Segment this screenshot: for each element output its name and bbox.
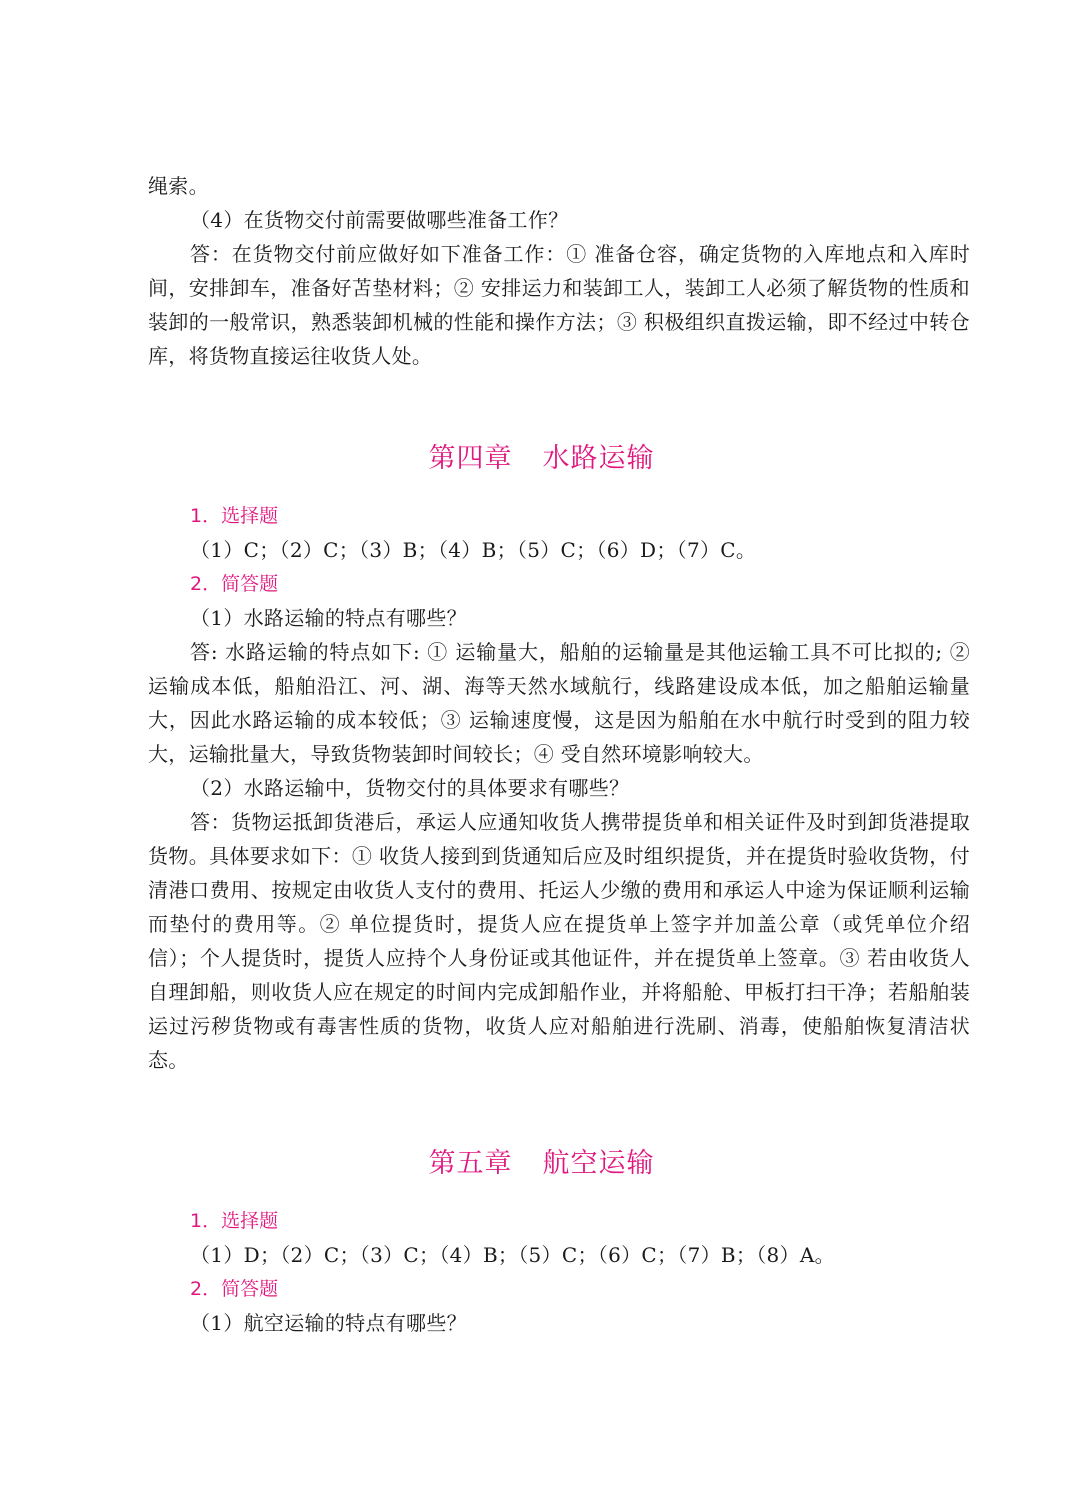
chapter-4-title (0, 436, 1083, 475)
chapter-4-name: 水路运输 (542, 443, 655, 474)
answer-4: 答：在货物交付前应做好如下准备工作：① 准备仓容，确定货物的入库地点和入库时间，安排卸车，准备好苫垫材料；② 安排运力和装卸工人，装卸工人必须了解货物的性质和装卸的一般常识，熟悉装卸机械的性能和操作方法；③ 积极组织直拨运输，即不经过中转仓库，将货物直接运往收货人处。 (148, 242, 970, 368)
chapter-4-choice-answers: （1）C；（2）C；（3）B；（4）B；（5）C；（6）D；（7）C。 (190, 538, 757, 562)
question-4: （4）在货物交付前需要做哪些准备工作？ (190, 208, 569, 232)
chapter-5-choice-answers: （1）D；（2）C；（3）C；（4）B；（5）C；（6）C；（7）B；（8）A。 (190, 1243, 835, 1267)
continuation-text: 绳索。 (148, 174, 209, 198)
chapter-4-question-2: （2）水路运输中，货物交付的具体要求有哪些？ (190, 776, 630, 800)
chapter-5-section-2-title: 2．简答题 (190, 1278, 279, 1300)
chapter-4-answer-1: 答: 水路运输的特点如下: ① 运输量大，船舶的运输量是其他运输工具不可比拟的; ② 运输成本低，船舶沿江、河、湖、海等天然水域航行，线路建设成本低，加之船舶运输量大，因此水路运输的成本较低；③ 运输速度慢，这是因为船舶在水中航行时受到的阻力较大，运输批量大，导致货物装卸时间较长；④ 受自然环境影响较大。 (148, 640, 970, 766)
chapter-5-name: 航空运输 (542, 1148, 655, 1179)
chapter-5-question-1: （1）航空运输的特点有哪些？ (190, 1311, 467, 1335)
chapter-5-section-1-title: 1．选择题 (190, 1210, 279, 1232)
chapter-4-question-1: （1）水路运输的特点有哪些？ (190, 606, 467, 630)
chapter-5-title (0, 1141, 1083, 1180)
chapter-5-number: 第五章 (428, 1148, 513, 1179)
chapter-4-section-1-title: 1．选择题 (190, 505, 279, 527)
chapter-4-number: 第四章 (428, 443, 513, 474)
chapter-4-answer-2: 答：货物运抵卸货港后，承运人应通知收货人携带提货单和相关证件及时到卸货港提取货物。具体要求如下：① 收货人接到到货通知后应及时组织提货，并在提货时验收货物，付清港口费用、按规定由收货人支付的费用、托运人少缴的费用和承运人中途为保证顺利运输而垫付的费用等。② 单位提货时，提货人应在提货单上签字并加盖公章（或凭单位介绍信）；个人提货时，提货人应持个人身份证或其他证件，并在提货单上签章。③ 若由收货人自理卸船，则收货人应在规定的时间内完成卸船作业，并将船舱、甲板打扫干净；若船舶装运过污秽货物或有毒害性质的货物，收货人应对船舶进行洗刷、消毒，使船舶恢复清洁状态。 (148, 810, 970, 1072)
chapter-4-section-2-title: 2．简答题 (190, 573, 279, 595)
